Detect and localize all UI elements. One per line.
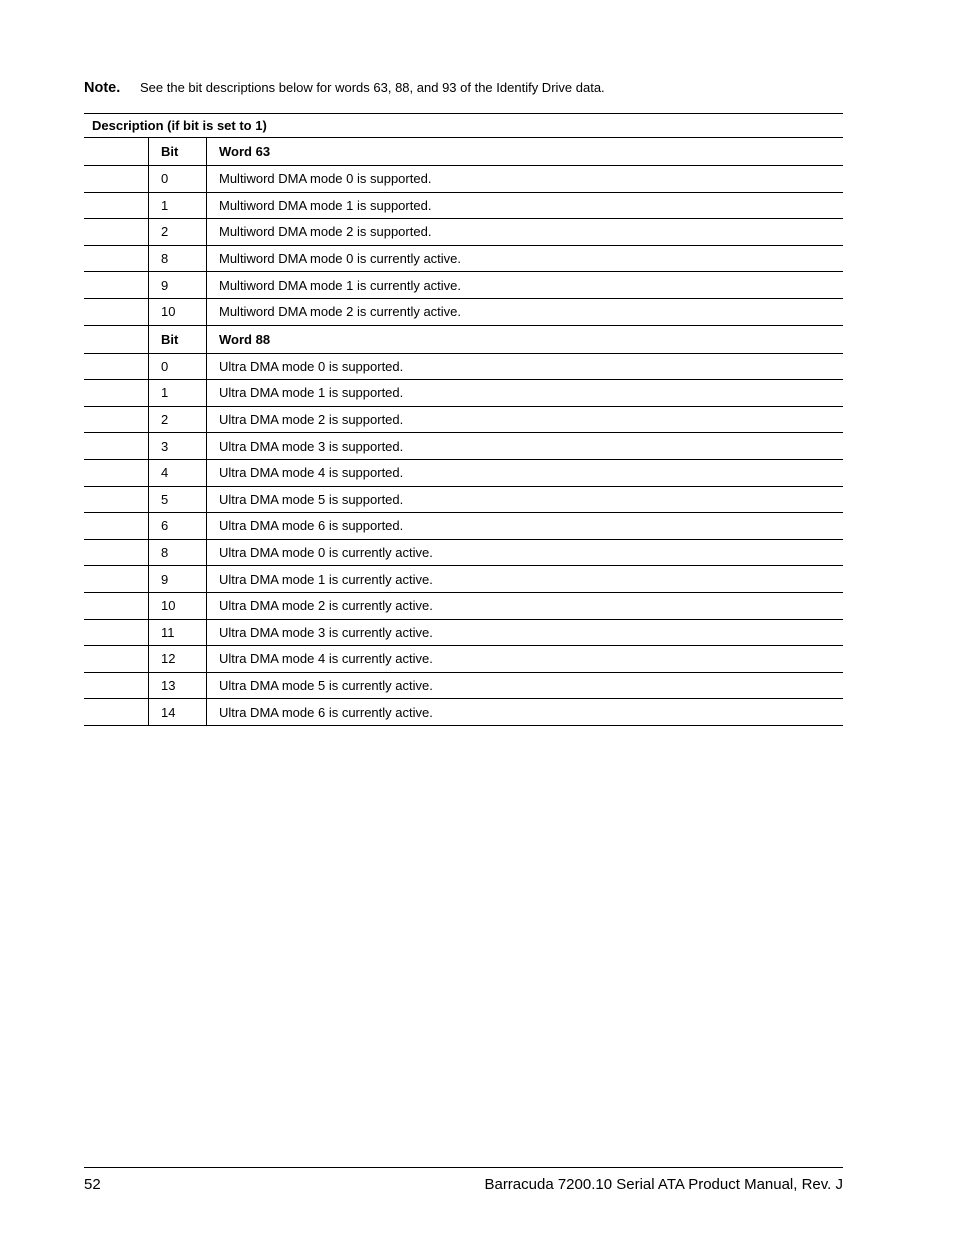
note-paragraph bbox=[84, 79, 844, 97]
footer-divider bbox=[84, 1167, 843, 1168]
bit-header: Bit bbox=[149, 326, 207, 353]
description-cell: Multiword DMA mode 2 is currently active. bbox=[219, 304, 462, 320]
table-row bbox=[84, 299, 843, 326]
table-row bbox=[84, 593, 843, 620]
bit-cell: 6 bbox=[149, 513, 207, 539]
bit-description-table bbox=[84, 113, 843, 726]
table-row bbox=[84, 620, 843, 647]
blank-cell bbox=[84, 354, 149, 380]
description-cell: Ultra DMA mode 6 is currently active. bbox=[219, 704, 433, 720]
bit-header: Bit bbox=[149, 138, 207, 165]
note-text: See the bit descriptions below for words 63, 88, and 93 of the Identify Drive data. bbox=[140, 80, 605, 95]
word-header: Word 88 bbox=[219, 331, 271, 347]
table-row bbox=[84, 166, 843, 193]
table-row bbox=[84, 272, 843, 299]
table-row bbox=[84, 433, 843, 460]
blank-cell bbox=[84, 593, 149, 619]
bit-cell: 0 bbox=[149, 354, 207, 380]
blank-cell bbox=[84, 620, 149, 646]
blank-cell bbox=[84, 326, 149, 353]
description-cell: Ultra DMA mode 6 is supported. bbox=[219, 518, 404, 534]
blank-cell bbox=[84, 540, 149, 566]
description-cell: Multiword DMA mode 1 is currently active. bbox=[219, 277, 462, 293]
description-cell: Ultra DMA mode 1 is currently active. bbox=[219, 571, 433, 587]
bit-cell: 14 bbox=[149, 699, 207, 725]
bit-cell: 2 bbox=[149, 407, 207, 433]
table-row bbox=[84, 460, 843, 487]
blank-cell bbox=[84, 646, 149, 672]
table-row bbox=[84, 246, 843, 273]
bit-cell: 13 bbox=[149, 673, 207, 699]
description-cell: Ultra DMA mode 0 is supported. bbox=[219, 358, 404, 374]
table-row bbox=[84, 540, 843, 567]
bit-cell: 4 bbox=[149, 460, 207, 486]
table-title-row bbox=[84, 114, 843, 138]
bit-cell: 9 bbox=[149, 566, 207, 592]
blank-cell bbox=[84, 166, 149, 192]
table-row bbox=[84, 407, 843, 434]
section-header-row bbox=[84, 138, 843, 166]
description-cell: Multiword DMA mode 1 is supported. bbox=[219, 197, 432, 213]
table-row bbox=[84, 193, 843, 220]
bit-cell: 3 bbox=[149, 433, 207, 459]
description-cell: Multiword DMA mode 0 is currently active. bbox=[219, 251, 462, 267]
table-row bbox=[84, 699, 843, 726]
document-title: Barracuda 7200.10 Serial ATA Product Manual, Rev. J bbox=[484, 1176, 843, 1193]
description-cell: Ultra DMA mode 2 is currently active. bbox=[219, 598, 433, 614]
description-cell: Ultra DMA mode 3 is supported. bbox=[219, 438, 404, 454]
bit-cell: 1 bbox=[149, 380, 207, 406]
table-row bbox=[84, 380, 843, 407]
bit-cell: 1 bbox=[149, 193, 207, 219]
bit-cell: 2 bbox=[149, 219, 207, 245]
bit-cell: 8 bbox=[149, 246, 207, 272]
description-cell: Ultra DMA mode 5 is currently active. bbox=[219, 677, 433, 693]
description-cell: Ultra DMA mode 0 is currently active. bbox=[219, 545, 433, 561]
bit-cell: 9 bbox=[149, 272, 207, 298]
bit-cell: 10 bbox=[149, 299, 207, 325]
blank-cell bbox=[84, 380, 149, 406]
blank-cell bbox=[84, 460, 149, 486]
description-cell: Ultra DMA mode 2 is supported. bbox=[219, 412, 404, 428]
table-body bbox=[84, 138, 843, 726]
word-header: Word 63 bbox=[219, 144, 271, 159]
bit-cell: 10 bbox=[149, 593, 207, 619]
table-row bbox=[84, 354, 843, 381]
blank-cell bbox=[84, 513, 149, 539]
table-row bbox=[84, 219, 843, 246]
blank-cell bbox=[84, 272, 149, 298]
table-row bbox=[84, 673, 843, 700]
description-cell: Ultra DMA mode 5 is supported. bbox=[219, 491, 404, 507]
description-cell: Multiword DMA mode 2 is supported. bbox=[219, 224, 432, 240]
table-title: Description (if bit is set to 1) bbox=[92, 118, 267, 133]
blank-cell bbox=[84, 246, 149, 272]
table-row bbox=[84, 566, 843, 593]
blank-cell bbox=[84, 673, 149, 699]
description-cell: Ultra DMA mode 3 is currently active. bbox=[219, 624, 433, 640]
page-number: 52 bbox=[84, 1176, 101, 1193]
description-cell: Multiword DMA mode 0 is supported. bbox=[219, 171, 432, 187]
blank-cell bbox=[84, 193, 149, 219]
table-row bbox=[84, 513, 843, 540]
description-cell: Ultra DMA mode 1 is supported. bbox=[219, 385, 404, 401]
bit-cell: 8 bbox=[149, 540, 207, 566]
bit-cell: 0 bbox=[149, 166, 207, 192]
note-label: Note. bbox=[84, 80, 121, 96]
blank-cell bbox=[84, 138, 149, 165]
section-header-row bbox=[84, 326, 843, 354]
bit-cell: 12 bbox=[149, 646, 207, 672]
blank-cell bbox=[84, 299, 149, 325]
blank-cell bbox=[84, 566, 149, 592]
blank-cell bbox=[84, 407, 149, 433]
bit-cell: 11 bbox=[149, 620, 207, 646]
blank-cell bbox=[84, 433, 149, 459]
bit-cell: 5 bbox=[149, 487, 207, 513]
description-cell: Ultra DMA mode 4 is currently active. bbox=[219, 651, 433, 667]
blank-cell bbox=[84, 699, 149, 725]
blank-cell bbox=[84, 219, 149, 245]
table-row bbox=[84, 487, 843, 514]
blank-cell bbox=[84, 487, 149, 513]
table-row bbox=[84, 646, 843, 673]
description-cell: Ultra DMA mode 4 is supported. bbox=[219, 465, 404, 481]
